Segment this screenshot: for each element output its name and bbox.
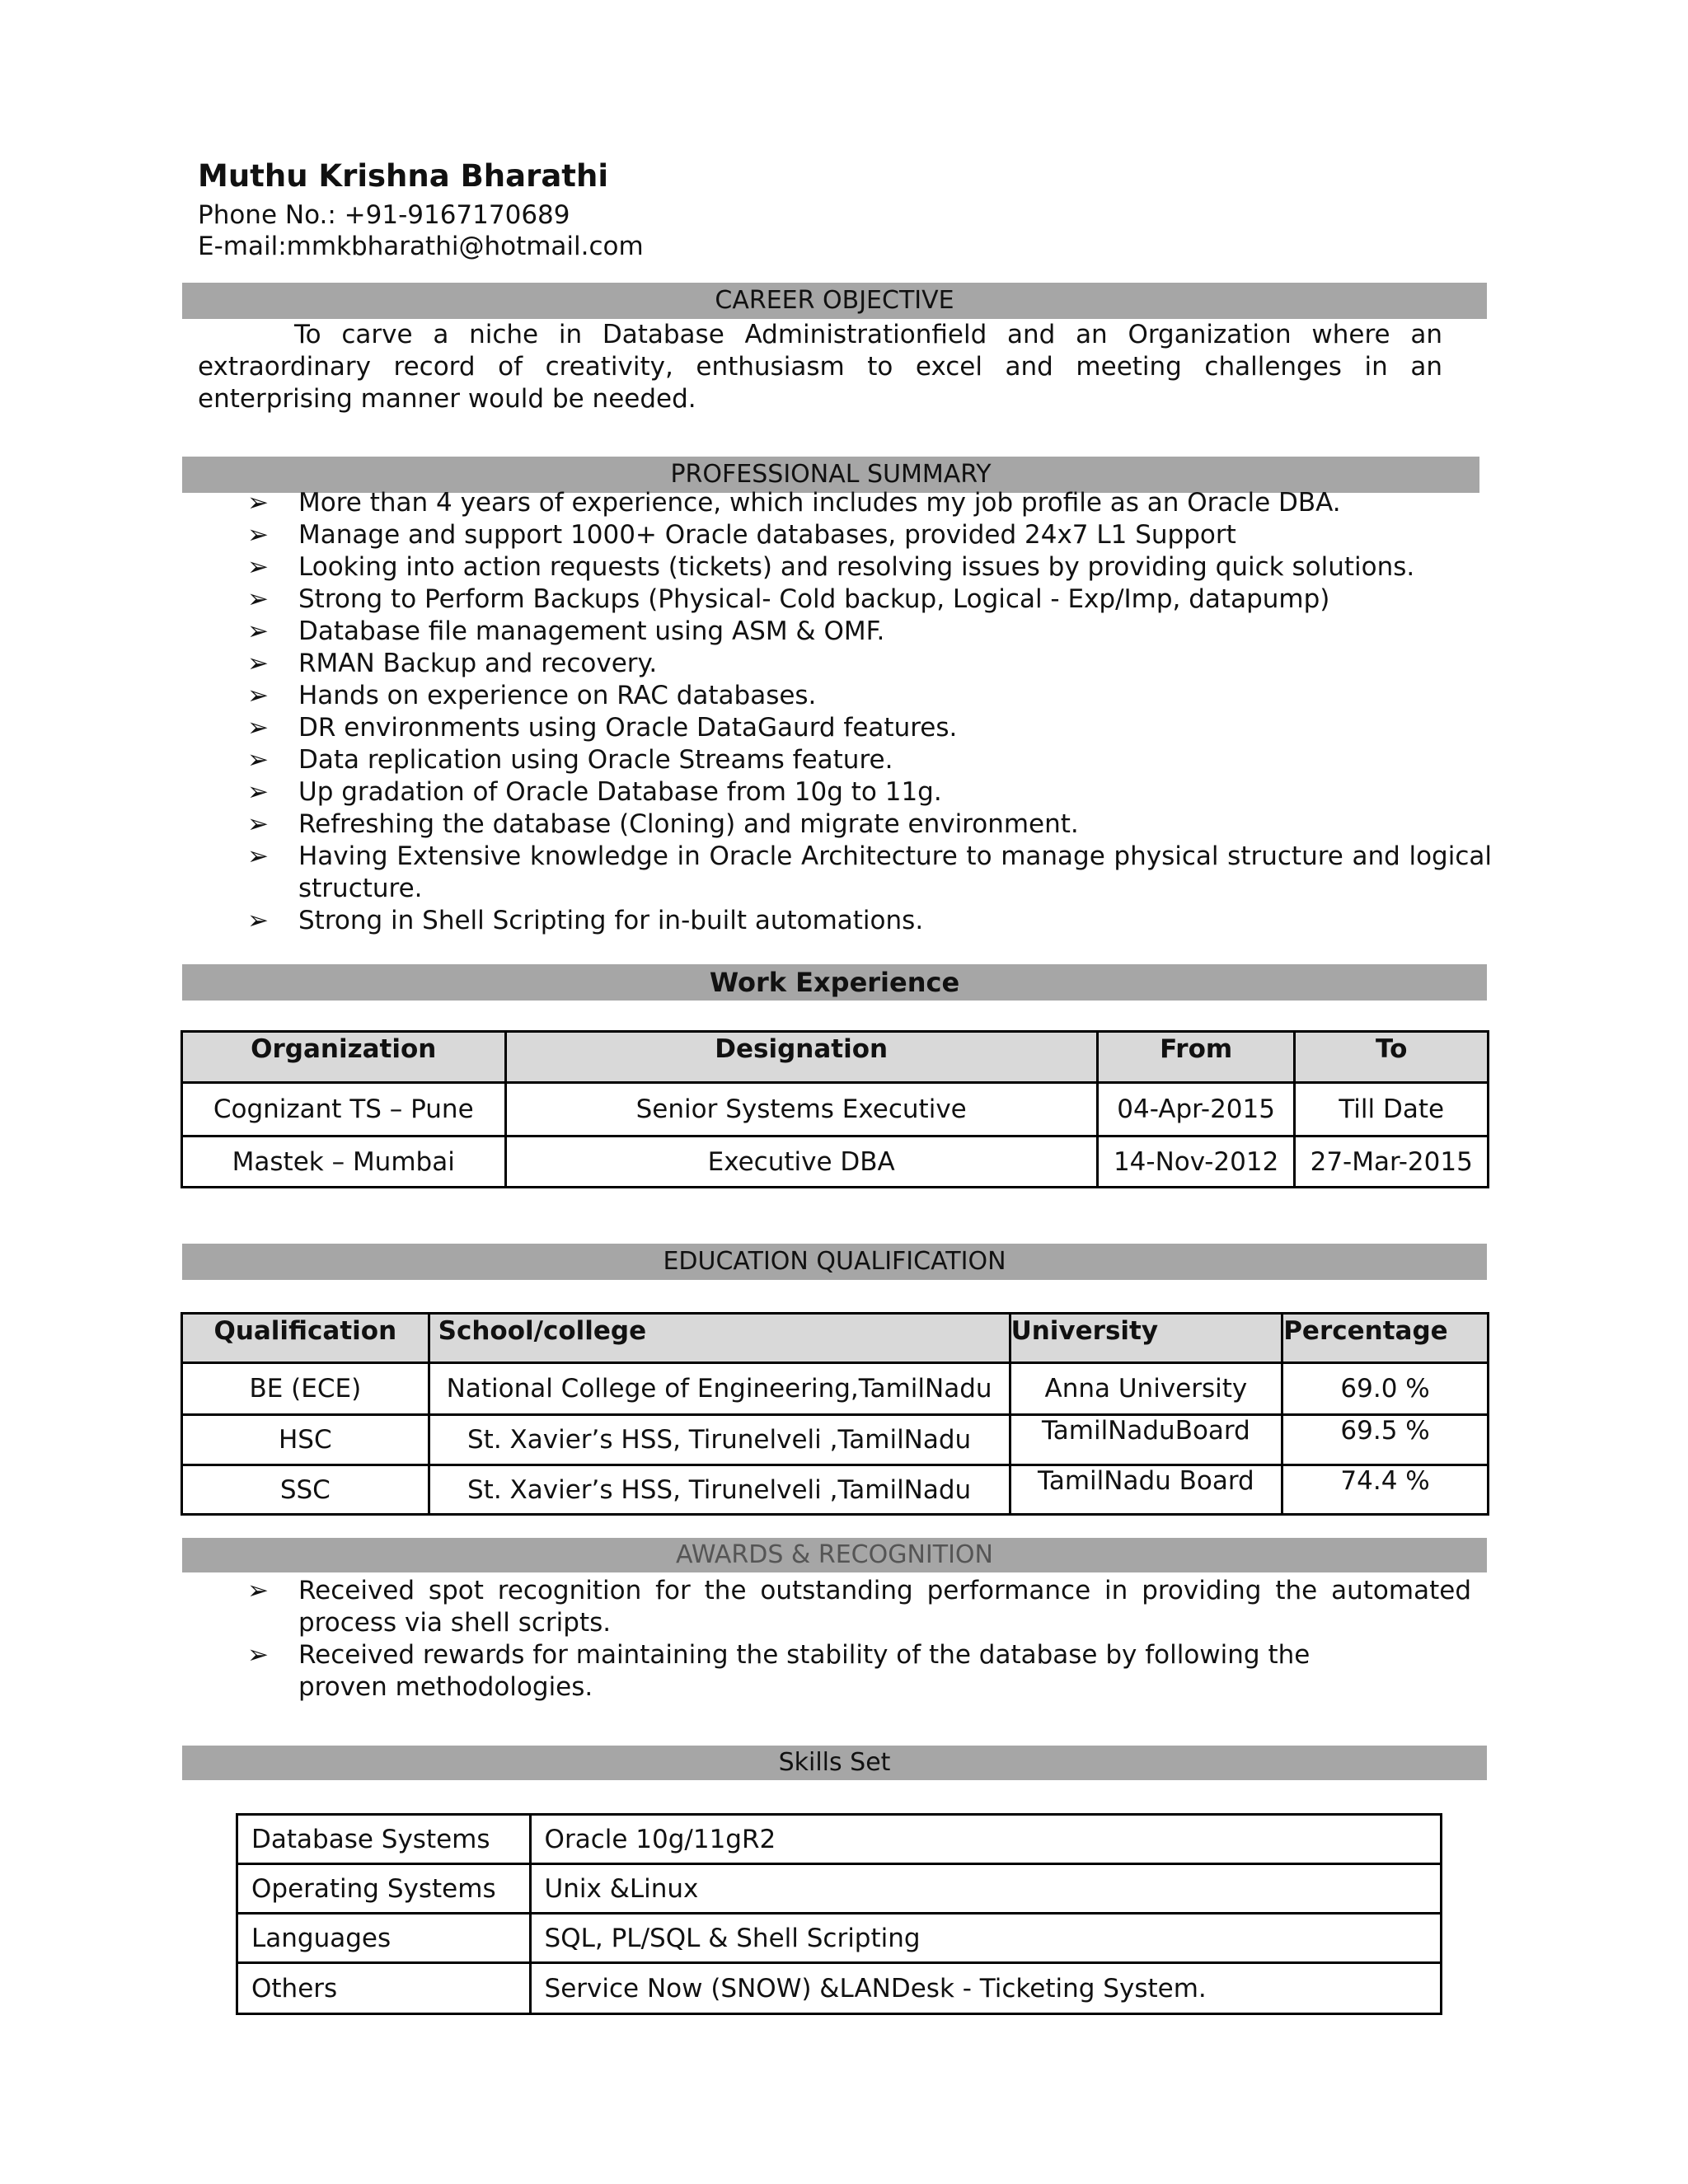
list-item — [247, 616, 1492, 648]
summary-item-text: DR environments using Oracle DataGaurd features. — [298, 713, 958, 743]
summary-item-text: Looking into action requests (tickets) and resolving issues by providing quick solutions. — [298, 552, 1415, 582]
list-item — [247, 841, 1492, 905]
table-cell: Anna University — [1010, 1363, 1282, 1415]
table-cell: 69.5 % — [1282, 1415, 1489, 1465]
table-cell: 04-Apr-2015 — [1097, 1083, 1295, 1137]
skill-category: Languages — [237, 1914, 531, 1963]
skills-heading: Skills Set — [182, 1746, 1487, 1780]
summary-item-text: Manage and support 1000+ Oracle databases, provided 24x7 L1 Support — [298, 520, 1236, 550]
table-cell: 27-Mar-2015 — [1295, 1137, 1489, 1188]
skill-value: Service Now (SNOW) &LANDesk - Ticketing System. — [530, 1963, 1441, 2014]
arrow-bullet-icon: ➢ — [247, 841, 269, 871]
arrow-bullet-icon: ➢ — [247, 649, 269, 678]
arrow-bullet-icon: ➢ — [247, 488, 269, 518]
column-header: To — [1295, 1032, 1489, 1083]
column-header: University — [1010, 1314, 1282, 1363]
table-row — [237, 1815, 1442, 1864]
arrow-bullet-icon: ➢ — [247, 1640, 269, 1670]
email-address: E-mail:mmkbharathi@hotmail.com — [198, 232, 644, 261]
list-item — [247, 583, 1492, 616]
table-cell: Executive DBA — [505, 1137, 1097, 1188]
summary-item-text: Hands on experience on RAC databases. — [298, 681, 817, 710]
column-header: School/college — [429, 1314, 1010, 1363]
summary-item-text: Up gradation of Oracle Database from 10g to 11g. — [298, 777, 942, 807]
list-item — [247, 680, 1492, 712]
column-header: Percentage — [1282, 1314, 1489, 1363]
list-item — [247, 1639, 1471, 1704]
work-experience-heading: Work Experience — [182, 964, 1487, 1001]
table-cell: St. Xavier’s HSS, Tirunelveli ,TamilNadu — [429, 1465, 1010, 1515]
skill-value: Oracle 10g/11gR2 — [530, 1815, 1441, 1864]
skills-table — [236, 1813, 1442, 2015]
summary-item-text: Database file management using ASM & OMF. — [298, 616, 885, 646]
professional-summary-list — [247, 487, 1492, 937]
table-row — [237, 1963, 1442, 2014]
phone-number: Phone No.: +91-9167170689 — [198, 200, 570, 230]
list-item — [247, 744, 1492, 776]
summary-item-text: Having Extensive knowledge in Oracle Architecture to manage physical structure and logical structure. — [298, 841, 1492, 903]
list-item — [247, 487, 1492, 519]
summary-item-text: Refreshing the database (Cloning) and migrate environment. — [298, 809, 1079, 839]
list-item — [247, 648, 1492, 680]
arrow-bullet-icon: ➢ — [247, 1576, 269, 1605]
table-cell: TamilNaduBoard — [1010, 1415, 1282, 1465]
table-cell: BE (ECE) — [182, 1363, 429, 1415]
awards-heading: AWARDS & RECOGNITION — [182, 1538, 1487, 1572]
column-header: Designation — [505, 1032, 1097, 1083]
summary-item-text: Data replication using Oracle Streams feature. — [298, 745, 893, 775]
list-item — [247, 776, 1492, 808]
arrow-bullet-icon: ➢ — [247, 906, 269, 935]
summary-item-text: More than 4 years of experience, which includes my job profile as an Oracle DBA. — [298, 488, 1341, 518]
awards-list — [247, 1575, 1471, 1704]
list-item — [247, 808, 1492, 841]
list-item — [247, 551, 1492, 583]
column-header: From — [1097, 1032, 1295, 1083]
list-item — [247, 519, 1492, 551]
work-experience-table — [181, 1030, 1489, 1188]
table-row — [237, 1864, 1442, 1914]
table-cell: Senior Systems Executive — [505, 1083, 1097, 1137]
table-row — [182, 1137, 1489, 1188]
education-heading: EDUCATION QUALIFICATION — [182, 1244, 1487, 1280]
candidate-name: Muthu Krishna Bharathi — [198, 158, 609, 194]
table-cell: 14-Nov-2012 — [1097, 1137, 1295, 1188]
skill-value: SQL, PL/SQL & Shell Scripting — [530, 1914, 1441, 1963]
education-table — [181, 1312, 1489, 1516]
skill-value: Unix &Linux — [530, 1864, 1441, 1914]
arrow-bullet-icon: ➢ — [247, 616, 269, 646]
arrow-bullet-icon: ➢ — [247, 809, 269, 839]
arrow-bullet-icon: ➢ — [247, 681, 269, 710]
arrow-bullet-icon: ➢ — [247, 584, 269, 614]
table-cell: SSC — [182, 1465, 429, 1515]
table-header-row — [182, 1314, 1489, 1363]
summary-item-text: Strong in Shell Scripting for in-built automations. — [298, 906, 924, 935]
table-row — [182, 1363, 1489, 1415]
table-header-row — [182, 1032, 1489, 1083]
summary-item-text: RMAN Backup and recovery. — [298, 649, 658, 678]
career-objective-text: To carve a niche in Database Administrationfield and an Organization where an extraordinary record of creativity, enthusiasm to excel and meeting challenges in an enterprising manner would be needed. — [198, 320, 1442, 414]
table-row — [182, 1465, 1489, 1515]
table-cell: 69.0 % — [1282, 1363, 1489, 1415]
table-cell: St. Xavier’s HSS, Tirunelveli ,TamilNadu — [429, 1415, 1010, 1465]
arrow-bullet-icon: ➢ — [247, 520, 269, 550]
skill-category: Database Systems — [237, 1815, 531, 1864]
table-cell: TamilNadu Board — [1010, 1465, 1282, 1515]
award-item-text: Received spot recognition for the outstanding performance in providing the automated process via shell scripts. — [298, 1576, 1471, 1638]
table-cell: National College of Engineering,TamilNadu — [429, 1363, 1010, 1415]
list-item — [247, 1575, 1471, 1639]
list-item — [247, 712, 1492, 744]
skill-category: Others — [237, 1963, 531, 2014]
table-cell: 74.4 % — [1282, 1465, 1489, 1515]
award-item-text: Received rewards for maintaining the stability of the database by following the proven methodologies. — [298, 1640, 1311, 1702]
table-cell: HSC — [182, 1415, 429, 1465]
professional-summary-heading: PROFESSIONAL SUMMARY — [182, 457, 1479, 493]
summary-item-text: Strong to Perform Backups (Physical- Cold backup, Logical - Exp/Imp, datapump) — [298, 584, 1330, 614]
column-header: Organization — [182, 1032, 506, 1083]
arrow-bullet-icon: ➢ — [247, 713, 269, 743]
skill-category: Operating Systems — [237, 1864, 531, 1914]
career-objective-heading: CAREER OBJECTIVE — [182, 283, 1487, 319]
arrow-bullet-icon: ➢ — [247, 745, 269, 775]
arrow-bullet-icon: ➢ — [247, 552, 269, 582]
arrow-bullet-icon: ➢ — [247, 777, 269, 807]
list-item — [247, 905, 1492, 937]
column-header: Qualification — [182, 1314, 429, 1363]
table-row — [182, 1083, 1489, 1137]
table-row — [182, 1415, 1489, 1465]
table-row — [237, 1914, 1442, 1963]
table-cell: Till Date — [1295, 1083, 1489, 1137]
table-cell: Cognizant TS – Pune — [182, 1083, 506, 1137]
table-cell: Mastek – Mumbai — [182, 1137, 506, 1188]
